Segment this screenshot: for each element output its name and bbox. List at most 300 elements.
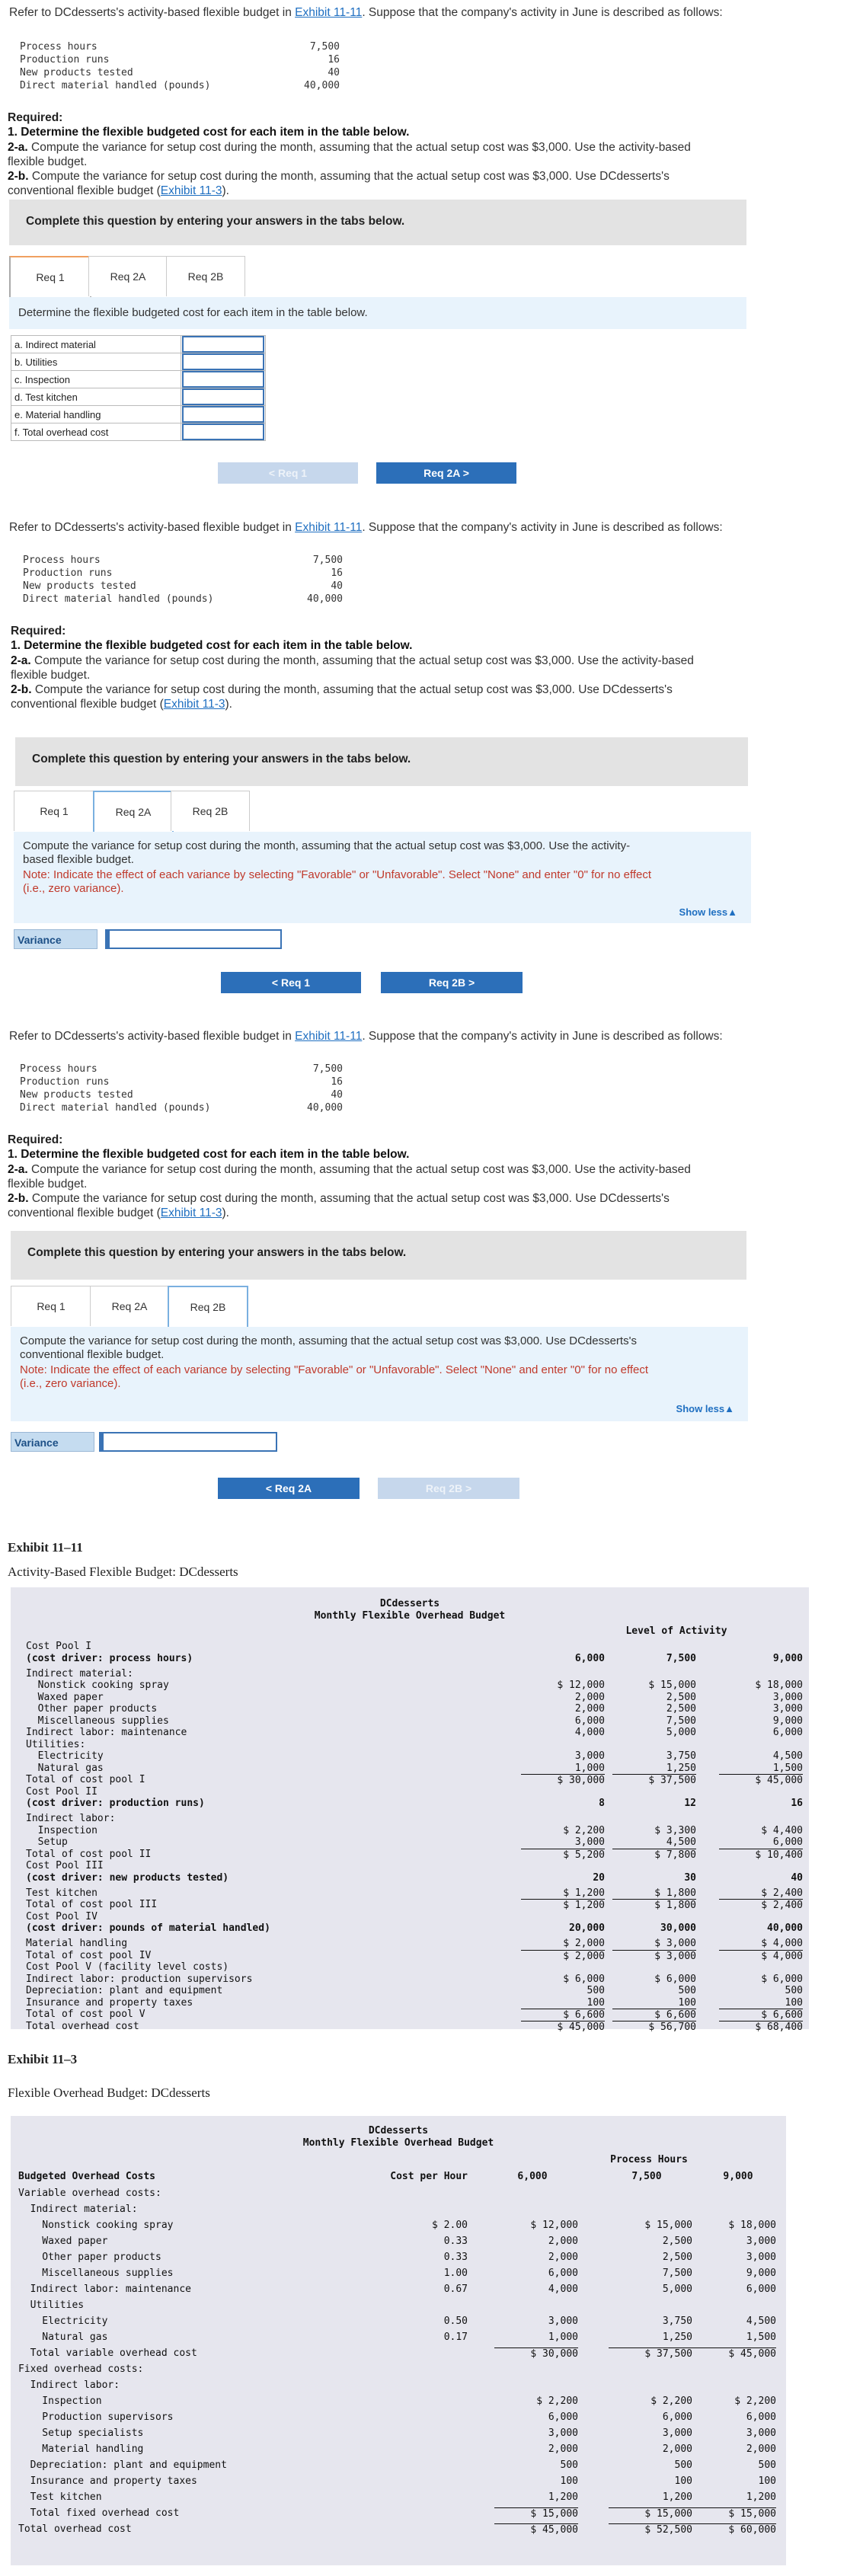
activity-value: 7,500	[312, 555, 343, 566]
exhibit-row-value: 2,500	[662, 2252, 692, 2263]
variance-input[interactable]	[105, 929, 282, 949]
exhibit-row-value: 500	[674, 2459, 692, 2471]
cost-per-hour-value: 0.17	[443, 2332, 468, 2343]
exhibit-row-label: Material handling	[18, 2443, 144, 2455]
exhibit-row-value: 30	[684, 1871, 696, 1884]
question-text-cont: conventional flexible budget.	[20, 1348, 165, 1361]
answer-input[interactable]	[182, 388, 264, 405]
activity-label: Direct material handled (pounds)	[20, 1102, 211, 1114]
activity-label: Process hours	[20, 1063, 97, 1075]
exhibit-row-value: 500	[758, 2459, 776, 2471]
exhibit-row-value: 1,200	[746, 2491, 776, 2503]
exhibit-row-value: 1,000	[548, 2332, 578, 2343]
banner-text: Complete this question by entering your answers in the tabs below.	[26, 215, 405, 228]
banner-text: Complete this question by entering your answers in the tabs below.	[27, 1246, 407, 1259]
req2b-cont	[8, 184, 229, 198]
exhibit-row-value: 6,000	[548, 2411, 578, 2423]
exhibit-row-label: Total of cost pool III	[26, 1899, 158, 1910]
exhibit-row-label: Other paper products	[26, 1703, 158, 1715]
req2b-cont-text: conventional flexible budget (	[8, 184, 161, 197]
activity-value: 40,000	[304, 80, 340, 91]
exhibit-row-label: Indirect labor:	[18, 2379, 120, 2391]
variance-label: Variance	[11, 1432, 94, 1452]
answer-table	[11, 335, 266, 441]
question-panel	[11, 1327, 748, 1421]
tab-req2b[interactable]: Req 2B	[171, 791, 250, 831]
exhibit-row-label: Indirect material:	[18, 2204, 138, 2215]
req1-label: 1. Determine the flexible budgeted cost for each item in the table below.	[8, 126, 410, 139]
exhibit-row-value: $ 15,000	[644, 2220, 692, 2231]
exhibit-row-value: 2,000	[746, 2443, 776, 2455]
exhibit-row-label: Test kitchen	[26, 1887, 97, 1899]
activity-value: 16	[331, 567, 343, 579]
exhibit-11-11-table	[11, 1587, 809, 2033]
cost-per-hour-value: 0.33	[443, 2252, 468, 2263]
intro-suffix: . Suppose that the company's activity in June is described as follows:	[362, 521, 723, 534]
row-label: e. Material handling	[11, 406, 181, 423]
exhibit-row-value: 40,000	[767, 1922, 803, 1934]
exhibit-row-value: 2,000	[548, 2252, 578, 2263]
exhibit-row-label: Material handling	[26, 1938, 128, 1949]
exhibit-row-value: 3,000	[548, 2427, 578, 2439]
answer-cell	[181, 388, 266, 406]
exhibit-row-value: 6,000	[772, 1836, 803, 1848]
variance-label: Variance	[14, 929, 97, 949]
cost-per-hour-value: 0.67	[443, 2284, 468, 2295]
budgeted-overhead-label: Budgeted Overhead Costs	[18, 2171, 156, 2182]
exhibit-row-value: $ 6,600	[719, 2009, 803, 2021]
exhibit-row-label: Setup	[26, 1836, 68, 1848]
req2b-text	[11, 682, 673, 697]
req2a-text	[8, 140, 691, 155]
answer-cell	[181, 423, 266, 441]
exhibit-row-label: Total overhead cost	[26, 2020, 139, 2032]
req2a-label: 2-a.	[11, 654, 31, 667]
exhibit-row-value: 4,500	[772, 1750, 803, 1762]
note-text: Note: Indicate the effect of each variance by selecting "Favorable" or "Unfavorable". Select "None" and enter "0" for no effect	[23, 868, 652, 881]
exhibit-link[interactable]: Exhibit 11-3	[163, 698, 225, 711]
exhibit-row-value: $ 7,800	[612, 1849, 696, 1861]
exhibit-row-label: Total fixed overhead cost	[18, 2507, 180, 2519]
exhibit-row-label: Fixed overhead costs:	[18, 2363, 144, 2375]
intro-prefix: Refer to DCdesserts's activity-based flexible budget in	[9, 1030, 296, 1043]
exhibit-row-value: 3,000	[662, 2427, 692, 2439]
required-heading: Required:	[11, 625, 66, 638]
tab-req2a[interactable]: Req 2A	[88, 256, 168, 296]
exhibit-link[interactable]: Exhibit 11-11	[295, 1030, 363, 1043]
exhibit-row-value: 3,000	[746, 2236, 776, 2247]
cost-per-hour-value: 0.50	[443, 2316, 468, 2327]
answer-cell	[181, 336, 266, 353]
exhibit-row-value: $ 2,200	[563, 1824, 605, 1836]
exhibit-row-value: 6,000	[772, 1727, 803, 1738]
exhibit-row-value: 2,000	[548, 2236, 578, 2247]
exhibit-row-value: 8	[599, 1798, 605, 1809]
exhibit-row-value: $ 6,600	[521, 2009, 605, 2021]
exhibit-row-label: Cost Pool IV	[26, 1910, 97, 1922]
exhibit-row-value: 3,000	[772, 1703, 803, 1715]
exhibit-link[interactable]: Exhibit 11-3	[160, 1207, 222, 1219]
input-accent	[107, 931, 110, 948]
exhibit-row-label: Other paper products	[18, 2252, 161, 2263]
tab-req1[interactable]: Req 1	[9, 256, 91, 299]
exhibit-row-label: Total variable overhead cost	[18, 2347, 197, 2359]
req2b-label: 2-b.	[11, 683, 32, 696]
exhibit-11-3-title: Exhibit 11–3	[8, 2052, 78, 2066]
exhibit-row-label: Total of cost pool IV	[26, 1949, 152, 1961]
req2b-end: ).	[225, 698, 232, 711]
exhibit-row-value: $ 15,000	[692, 2507, 776, 2520]
exhibit-row-value: $ 45,000	[719, 1774, 803, 1786]
intro-text	[9, 1030, 723, 1044]
exhibit-row-value: 9,000	[746, 2268, 776, 2279]
exhibit-row-value: 7,500	[662, 2268, 692, 2279]
req1-text	[11, 638, 412, 653]
question-text: Compute the variance for setup cost during the month, assuming that the actual setup cost was $3,000. Use the activity-	[23, 839, 631, 852]
instruction-banner	[9, 200, 746, 245]
exhibit-row-value: 3,000	[574, 1750, 605, 1762]
exhibit-row-value: $ 45,000	[521, 2021, 605, 2033]
exhibit-row-value: $ 1,800	[654, 1887, 696, 1899]
exhibit-row-value: $ 1,800	[612, 1899, 696, 1911]
note-text: Note: Indicate the effect of each variance by selecting "Favorable" or "Unfavorable". Select "None" and enter "0" for no effect	[20, 1363, 649, 1376]
exhibit-row-value: $ 15,000	[494, 2507, 578, 2520]
row-label: d. Test kitchen	[11, 388, 181, 406]
show-less-link[interactable]: Show less▲	[676, 1403, 734, 1414]
exhibit-row-value: $ 30,000	[521, 1774, 605, 1786]
answer-input[interactable]	[182, 336, 264, 353]
activity-value: 16	[331, 1076, 343, 1088]
exhibit-row-value: 40	[791, 1871, 803, 1884]
req2b-text	[8, 1191, 670, 1206]
exhibit-row-value: $ 15,000	[609, 2507, 692, 2520]
exhibit-row-value: 2,500	[666, 1703, 696, 1715]
exhibit-row-value: 500	[678, 1985, 696, 1996]
exhibit-row-label: Indirect labor: maintenance	[18, 2284, 191, 2295]
exhibit-row-value: $ 45,000	[692, 2347, 776, 2360]
tab-req2b[interactable]: Req 2B	[168, 1286, 248, 1328]
exhibit-row-label: Miscellaneous supplies	[18, 2268, 174, 2279]
activity-label: Production runs	[23, 567, 113, 579]
req2a-cont: flexible budget.	[8, 1178, 88, 1191]
exhibit-row-value: $ 3,300	[654, 1824, 696, 1836]
exhibit-row-label: Indirect labor: production supervisors	[26, 1973, 253, 1985]
exhibit-row-label: Cost Pool I	[26, 1641, 92, 1652]
table-row	[11, 336, 266, 353]
exhibit-row-value: $ 6,600	[612, 2009, 696, 2021]
exhibit-row-value: $ 12,000	[557, 1680, 605, 1691]
exhibit-row-value: 3,750	[666, 1750, 696, 1762]
exhibit-11-11-title: Exhibit 11–11	[8, 1540, 83, 1555]
exhibit-row-label: Utilities	[18, 2300, 85, 2311]
exhibit-header: DCdesserts	[368, 2125, 429, 2137]
exhibit-row-label: Inspection	[26, 1824, 97, 1836]
activity-label: Production runs	[20, 54, 110, 66]
exhibit-link[interactable]: Exhibit 11-11	[295, 521, 363, 534]
exhibit-row-value: $ 30,000	[494, 2347, 578, 2360]
exhibit-row-value: 5,000	[662, 2284, 692, 2295]
activity-label: Process hours	[23, 555, 101, 566]
exhibit-row-value: $ 45,000	[494, 2523, 578, 2536]
activity-label: Process hours	[20, 41, 97, 53]
exhibit-row-value: 6,000	[574, 1715, 605, 1727]
req2b-cont-text: conventional flexible budget (	[11, 698, 164, 711]
exhibit-row-value: 100	[785, 1996, 803, 2009]
exhibit-row-value: $ 2,400	[719, 1899, 803, 1911]
exhibit-row-label: Miscellaneous supplies	[26, 1715, 169, 1727]
question-panel	[14, 832, 751, 923]
exhibit-row-label: Test kitchen	[18, 2491, 102, 2503]
activity-label: Production runs	[20, 1076, 110, 1088]
exhibit-row-value: 1,250	[666, 1762, 696, 1774]
exhibit-row-value: $ 4,400	[761, 1824, 803, 1836]
exhibit-row-value: 100	[678, 1996, 696, 2009]
cost-per-hour-value: 0.33	[443, 2236, 468, 2247]
tab-req2a[interactable]: Req 2A	[93, 791, 174, 833]
exhibit-row-value: 2,500	[662, 2236, 692, 2247]
exhibit-row-value: 100	[560, 2475, 578, 2487]
exhibit-row-value: $ 6,000	[761, 1973, 803, 1985]
exhibit-row-label: Total of cost pool V	[26, 2009, 145, 2020]
req2b-label: 2-b.	[8, 1192, 29, 1205]
activity-table	[20, 41, 340, 93]
req2b-body: Compute the variance for setup cost during the month, assuming that the actual setup cost was $3,000. Use DCdesserts's	[28, 170, 670, 183]
exhibit-row-value: 3,000	[574, 1836, 605, 1848]
answer-cell	[181, 353, 266, 371]
exhibit-row-label: Cost Pool III	[26, 1860, 104, 1871]
input-accent	[101, 1433, 104, 1450]
answer-input[interactable]	[182, 353, 264, 370]
exhibit-row-value: 4,500	[746, 2316, 776, 2327]
intro-prefix: Refer to DCdesserts's activity-based flexible budget in	[9, 6, 296, 19]
exhibit-row-value: 100	[674, 2475, 692, 2487]
exhibit-row-value: 100	[758, 2475, 776, 2487]
exhibit-row-label: Variable overhead costs:	[18, 2188, 161, 2199]
activity-value: 40,000	[307, 593, 343, 605]
exhibit-row-label: Inspection	[18, 2395, 102, 2407]
row-label: b. Utilities	[11, 353, 181, 371]
exhibit-row-label: Electricity	[26, 1750, 104, 1762]
tab-req2b[interactable]: Req 2B	[166, 256, 245, 296]
req1-label: 1. Determine the flexible budgeted cost for each item in the table below.	[8, 1148, 410, 1161]
activity-label: New products tested	[20, 67, 133, 78]
exhibit-row-value: 500	[560, 2459, 578, 2471]
required-heading: Required:	[8, 111, 63, 124]
req2b-cont	[11, 697, 232, 711]
exhibit-row-value: 3,000	[746, 2252, 776, 2263]
exhibit-11-11-subtitle: Activity-Based Flexible Budget: DCdesserts	[8, 1564, 238, 1579]
exhibit-row-value: $ 12,000	[530, 2220, 578, 2231]
exhibit-row-value: 30,000	[660, 1922, 696, 1934]
exhibit-row-label: Cost Pool II	[26, 1785, 97, 1798]
exhibit-row-value: 6,000	[662, 2411, 692, 2423]
exhibit-row-value: 12	[684, 1798, 696, 1809]
req2b-end: ).	[222, 1207, 229, 1219]
exhibit-row-value: $ 5,200	[521, 1849, 605, 1861]
exhibit-row-value: 4,000	[574, 1727, 605, 1738]
cost-per-hour-value: $ 2.00	[432, 2220, 468, 2231]
exhibit-row-value: $ 2,400	[761, 1887, 803, 1899]
answer-input[interactable]	[182, 406, 264, 423]
next-button[interactable]: Req 2A >	[376, 462, 516, 484]
intro-suffix: . Suppose that the company's activity in June is described as follows:	[362, 1030, 723, 1043]
exhibit-row-value: 100	[587, 1996, 605, 2009]
exhibit-row-label: Depreciation: plant and equipment	[18, 2459, 227, 2471]
exhibit-row-label: Waxed paper	[26, 1691, 104, 1703]
exhibit-row-value: $ 52,500	[609, 2523, 692, 2536]
req1-label: 1. Determine the flexible budgeted cost for each item in the table below.	[11, 639, 413, 652]
note-text-cont: (i.e., zero variance).	[20, 1377, 121, 1390]
exhibit-row-label: Nonstick cooking spray	[18, 2220, 174, 2231]
exhibit-row-value: $ 6,000	[563, 1973, 605, 1985]
activity-label: New products tested	[20, 1089, 133, 1101]
instruction-banner	[11, 1231, 746, 1280]
exhibit-row-value: $ 56,700	[612, 2021, 696, 2033]
question-text-cont: based flexible budget.	[23, 853, 134, 866]
exhibit-row-value: 1,500	[746, 2332, 776, 2343]
exhibit-row-value: 3,750	[662, 2316, 692, 2327]
exhibit-row-value: 2,500	[666, 1691, 696, 1703]
exhibit-row-label: Total overhead cost	[18, 2523, 132, 2535]
exhibit-row-label: Depreciation: plant and equipment	[26, 1985, 223, 1996]
exhibit-row-label: Insurance and property taxes	[26, 1996, 193, 2009]
exhibit-row-value: 4,000	[548, 2284, 578, 2295]
exhibit-row-label: (cost driver: process hours)	[26, 1652, 193, 1664]
question-text: Determine the flexible budgeted cost for each item in the table below.	[18, 306, 368, 319]
show-less-link[interactable]: Show less▲	[679, 906, 737, 918]
exhibit-row-value: 16	[791, 1798, 803, 1809]
req2b-body: Compute the variance for setup cost during the month, assuming that the actual setup cost was $3,000. Use DCdesserts's	[28, 1192, 670, 1205]
instruction-banner	[15, 737, 748, 786]
exhibit-row-label: Indirect material:	[26, 1667, 133, 1680]
next-button[interactable]: Req 2B >	[378, 1478, 519, 1499]
exhibit-row-label: Insurance and property taxes	[18, 2475, 197, 2487]
exhibit-row-label: Utilities:	[26, 1738, 86, 1750]
cost-per-hour-header: Cost per Hour	[390, 2171, 468, 2182]
exhibit-11-3-table	[11, 2116, 786, 2565]
exhibit-row-value: $ 2,200	[734, 2395, 776, 2407]
exhibit-row-label: Natural gas	[18, 2332, 108, 2343]
process-hours-header: Process Hours	[610, 2154, 688, 2165]
tab-req2a[interactable]: Req 2A	[90, 1286, 169, 1326]
activity-value: 40	[331, 580, 343, 592]
exhibit-row-value: $ 4,000	[761, 1938, 803, 1949]
exhibit-row-value: $ 1,200	[521, 1899, 605, 1911]
tab-req1[interactable]: Req 1	[11, 1286, 91, 1326]
required-heading: Required:	[8, 1133, 63, 1146]
table-row	[11, 388, 266, 406]
row-label: c. Inspection	[11, 371, 181, 388]
exhibit-row-value: $ 37,500	[612, 1774, 696, 1786]
row-label: f. Total overhead cost	[11, 423, 181, 441]
exhibit-row-value: 500	[785, 1985, 803, 1996]
exhibit-link[interactable]: Exhibit 11-11	[295, 6, 363, 19]
exhibit-row-label: Natural gas	[26, 1762, 104, 1774]
activity-label: Direct material handled (pounds)	[20, 80, 211, 91]
table-row	[11, 371, 266, 388]
intro-text	[9, 521, 723, 535]
exhibit-row-label: Waxed paper	[18, 2236, 108, 2247]
req2b-cont	[8, 1206, 229, 1220]
table-row	[11, 406, 266, 423]
req2a-label: 2-a.	[8, 1163, 28, 1176]
req2a-body: Compute the variance for setup cost during the month, assuming that the actual setup cost was $3,000. Use the activity-based	[27, 141, 691, 154]
exhibit-row-value: $ 15,000	[648, 1680, 696, 1691]
activity-table	[20, 1063, 343, 1115]
variance-input[interactable]	[99, 1432, 277, 1452]
exhibit-row-value: 20	[593, 1871, 605, 1884]
exhibit-link[interactable]: Exhibit 11-3	[160, 184, 222, 197]
req1-text	[8, 125, 409, 139]
next-button[interactable]: Req 2B >	[381, 972, 523, 993]
req2b-end: ).	[222, 184, 229, 197]
exhibit-row-value: 6,000	[746, 2411, 776, 2423]
cost-per-hour-value: 1.00	[443, 2268, 468, 2279]
exhibit-row-value: 7,500	[666, 1715, 696, 1727]
prev-button[interactable]: < Req 1	[221, 972, 361, 993]
req2b-body: Compute the variance for setup cost during the month, assuming that the actual setup cost was $3,000. Use DCdesserts's	[31, 683, 673, 696]
exhibit-row-value: 20,000	[569, 1922, 605, 1934]
intro-text	[9, 6, 723, 20]
req2a-body: Compute the variance for setup cost during the month, assuming that the actual setup cost was $3,000. Use the activity-based	[27, 1163, 691, 1176]
exhibit-11-3-subtitle: Flexible Overhead Budget: DCdesserts	[8, 2085, 210, 2100]
intro-prefix: Refer to DCdesserts's activity-based flexible budget in	[9, 521, 296, 534]
exhibit-row-label: Cost Pool V (facility level costs)	[26, 1961, 229, 1973]
exhibit-row-value: 1,000	[574, 1762, 605, 1774]
req2a-body: Compute the variance for setup cost during the month, assuming that the actual setup cost was $3,000. Use the activity-based	[30, 654, 694, 667]
exhibit-row-value: 9,000	[772, 1715, 803, 1727]
exhibit-row-label: Total of cost pool I	[26, 1774, 145, 1785]
table-row	[11, 423, 266, 441]
exhibit-row-value: $ 37,500	[609, 2347, 692, 2360]
exhibit-row-value: $ 2,200	[650, 2395, 692, 2407]
answer-input[interactable]	[182, 423, 264, 440]
section-req2b	[0, 1013, 847, 1531]
col-header: 7,500	[631, 2171, 662, 2182]
answer-cell	[181, 406, 266, 423]
exhibit-row-value: 2,000	[662, 2443, 692, 2455]
exhibit-row-value: 3,000	[746, 2427, 776, 2439]
tab-req1[interactable]: Req 1	[14, 791, 94, 831]
req2a-cont: flexible budget.	[11, 669, 91, 682]
answer-cell	[181, 371, 266, 388]
activity-label: Direct material handled (pounds)	[23, 593, 214, 605]
row-label: a. Indirect material	[11, 336, 181, 353]
exhibit-row-value: $ 68,400	[719, 2021, 803, 2033]
exhibit-row-label: Setup specialists	[18, 2427, 144, 2439]
exhibit-row-value: 3,000	[548, 2316, 578, 2327]
exhibit-row-label: Electricity	[18, 2316, 108, 2327]
activity-value: 40,000	[307, 1102, 343, 1114]
activity-value: 16	[328, 54, 340, 66]
answer-input[interactable]	[182, 371, 264, 388]
col-header: 6,000	[517, 2171, 548, 2182]
exhibit-row-value: 500	[587, 1985, 605, 1996]
exhibit-row-value: 2,000	[574, 1703, 605, 1715]
exhibit-header-sub: Monthly Flexible Overhead Budget	[314, 1610, 506, 1622]
exhibit-row-value: $ 10,400	[719, 1849, 803, 1861]
req2b-label: 2-b.	[8, 170, 29, 183]
exhibit-row-value: 5,000	[666, 1727, 696, 1738]
prev-button[interactable]: < Req 1	[218, 462, 358, 484]
activity-table	[23, 555, 343, 606]
activity-value: 40	[328, 67, 340, 78]
exhibit-row-label: Nonstick cooking spray	[26, 1680, 169, 1691]
req2a-cont: flexible budget.	[8, 155, 88, 168]
prev-button[interactable]: < Req 2A	[218, 1478, 360, 1499]
activity-value: 40	[331, 1089, 343, 1101]
activity-label: New products tested	[23, 580, 136, 592]
